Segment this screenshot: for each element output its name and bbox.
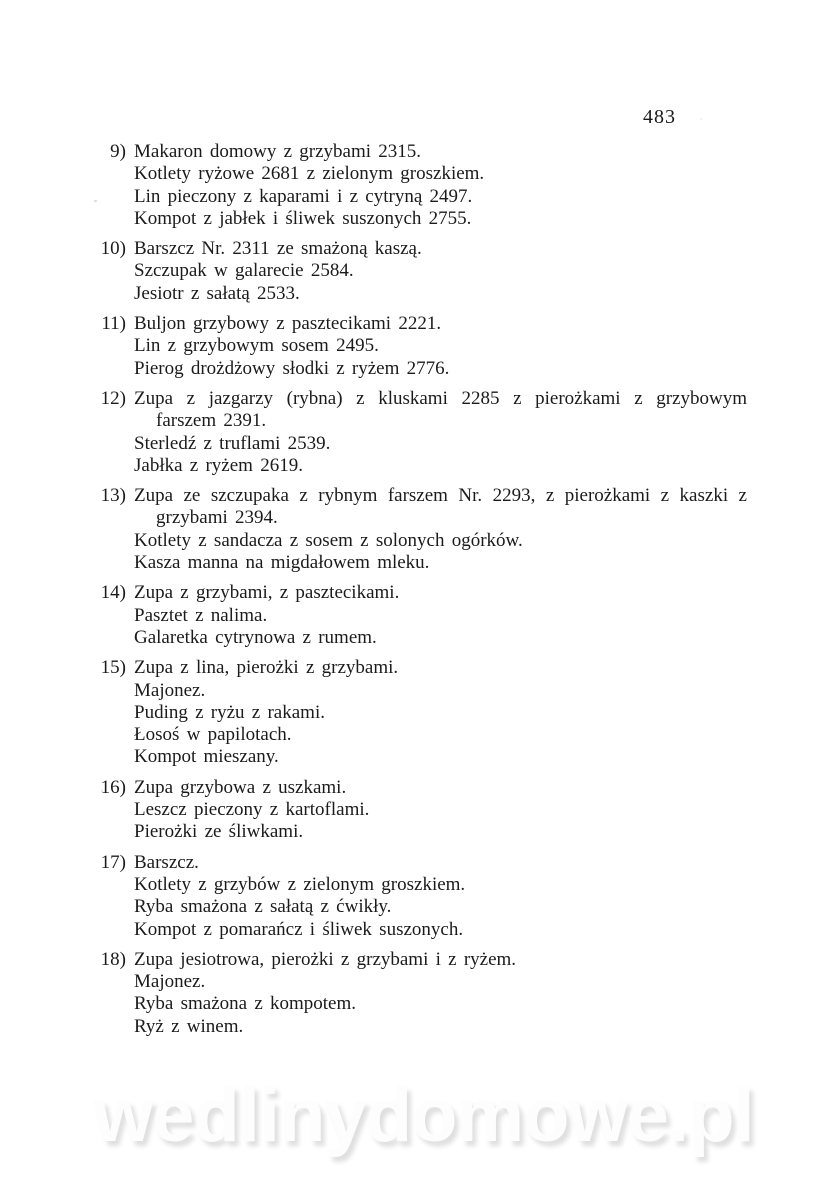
scan-speck — [700, 118, 702, 120]
dish-line: Ryba smażona z kompotem. — [134, 993, 357, 1015]
menu-item — [96, 485, 748, 574]
item-dishes — [134, 238, 747, 305]
dish-line: Pasztet z nalima. — [134, 604, 268, 626]
menu-item — [96, 657, 748, 768]
item-number: 9) — [110, 141, 126, 162]
dish-line: Zupa grzybowa z uszkami. — [134, 776, 347, 798]
item-number: 17) — [100, 851, 126, 873]
item-dishes — [134, 777, 747, 844]
item-number: 11) — [101, 313, 126, 335]
dish-line: Łosoś w papilotach. — [134, 724, 292, 746]
dish-line: Zupa z grzybami, z pasztecikami. — [134, 582, 400, 604]
item-number: 14) — [100, 582, 126, 604]
dish-line: Kompot z jabłek i śliwek suszonych 2755. — [134, 207, 472, 229]
dish-line: Pierog drożdżowy słodki z ryżem 2776. — [134, 357, 450, 379]
dish-line: Jesiotr z sałatą 2533. — [134, 282, 300, 304]
item-dishes — [134, 141, 747, 230]
dish-line: Puding z ryżu z rakami. — [134, 701, 325, 723]
dish-line: Lin pieczony z kaparami i z cytryną 2497. — [134, 185, 473, 207]
item-number: 18) — [100, 948, 126, 970]
page-number: 483 — [643, 106, 676, 128]
dish-line: Zupa ze szczupaka z rybnym farszem Nr. 2293, z pierożkami z kaszki z grzybami 2394. — [134, 485, 747, 529]
menu-item — [96, 777, 748, 844]
item-number: 13) — [100, 485, 126, 507]
dish-line: Pierożki ze śliwkami. — [134, 821, 304, 843]
menu-item — [96, 852, 748, 941]
dish-line: Barszcz. — [134, 851, 199, 873]
dish-line: Kasza manna na migdałowem mleku. — [134, 552, 430, 574]
watermark: wedlinydomowe.pl — [94, 1073, 754, 1158]
item-dishes — [134, 657, 747, 768]
item-number: 10) — [100, 238, 126, 260]
dish-line: Ryba smażona z sałatą z ćwikły. — [134, 896, 392, 918]
dish-line: Szczupak w galarecie 2584. — [134, 260, 354, 282]
dish-line: Majonez. — [134, 971, 206, 993]
dish-line: Buljon grzybowy z pasztecikami 2221. — [134, 313, 442, 335]
dish-line: Leszcz pieczony z kartoflami. — [134, 799, 370, 821]
dish-line: Ryż z winem. — [134, 1015, 244, 1037]
item-number: 15) — [100, 657, 126, 679]
dish-line: Kotlety z grzybów z zielonym groszkiem. — [134, 873, 466, 895]
dish-line: Kompot z pomarańcz i śliwek suszonych. — [134, 918, 464, 940]
dish-line: Kotlety ryżowe 2681 z zielonym groszkiem. — [134, 163, 485, 185]
item-dishes — [134, 852, 747, 941]
dish-line: Zupa z jazgarzy (rybna) z kluskami 2285 z pierożkami z grzybowym farszem 2391. — [134, 387, 747, 432]
menu-item — [96, 313, 748, 380]
dish-line: Zupa z lina, pierożki z grzybami. — [134, 657, 399, 679]
item-dishes — [134, 485, 747, 574]
dish-line: Jabłka z ryżem 2619. — [134, 454, 303, 476]
dish-line: Barszcz Nr. 2311 ze smażoną kaszą. — [134, 238, 422, 260]
menu-item — [96, 388, 748, 477]
dish-line: Majonez. — [134, 679, 206, 701]
item-dishes — [134, 582, 747, 649]
menu-list — [96, 141, 748, 1046]
dish-line: Lin z grzybowym sosem 2495. — [134, 335, 379, 357]
item-dishes — [134, 949, 747, 1038]
dish-line: Sterledź z truflami 2539. — [134, 432, 331, 454]
menu-item — [96, 238, 748, 305]
menu-item — [96, 141, 748, 230]
dish-line: Galaretka cytrynowa z rumem. — [134, 626, 377, 648]
dish-line: Zupa jesiotrowa, pierożki z grzybami i z ryżem. — [134, 948, 517, 970]
dish-line: Makaron domowy z grzybami 2315. — [134, 141, 422, 162]
menu-item — [96, 582, 748, 649]
item-number: 12) — [100, 387, 126, 409]
dish-line: Kompot mieszany. — [134, 746, 279, 768]
item-dishes — [134, 388, 747, 477]
menu-item — [96, 949, 748, 1038]
scan-speck — [101, 790, 103, 792]
dish-line: Kotlety z sandacza z sosem z solonych ogórków. — [134, 529, 523, 551]
item-number: 16) — [100, 776, 126, 798]
scan-speck — [94, 200, 97, 202]
item-dishes — [134, 313, 747, 380]
